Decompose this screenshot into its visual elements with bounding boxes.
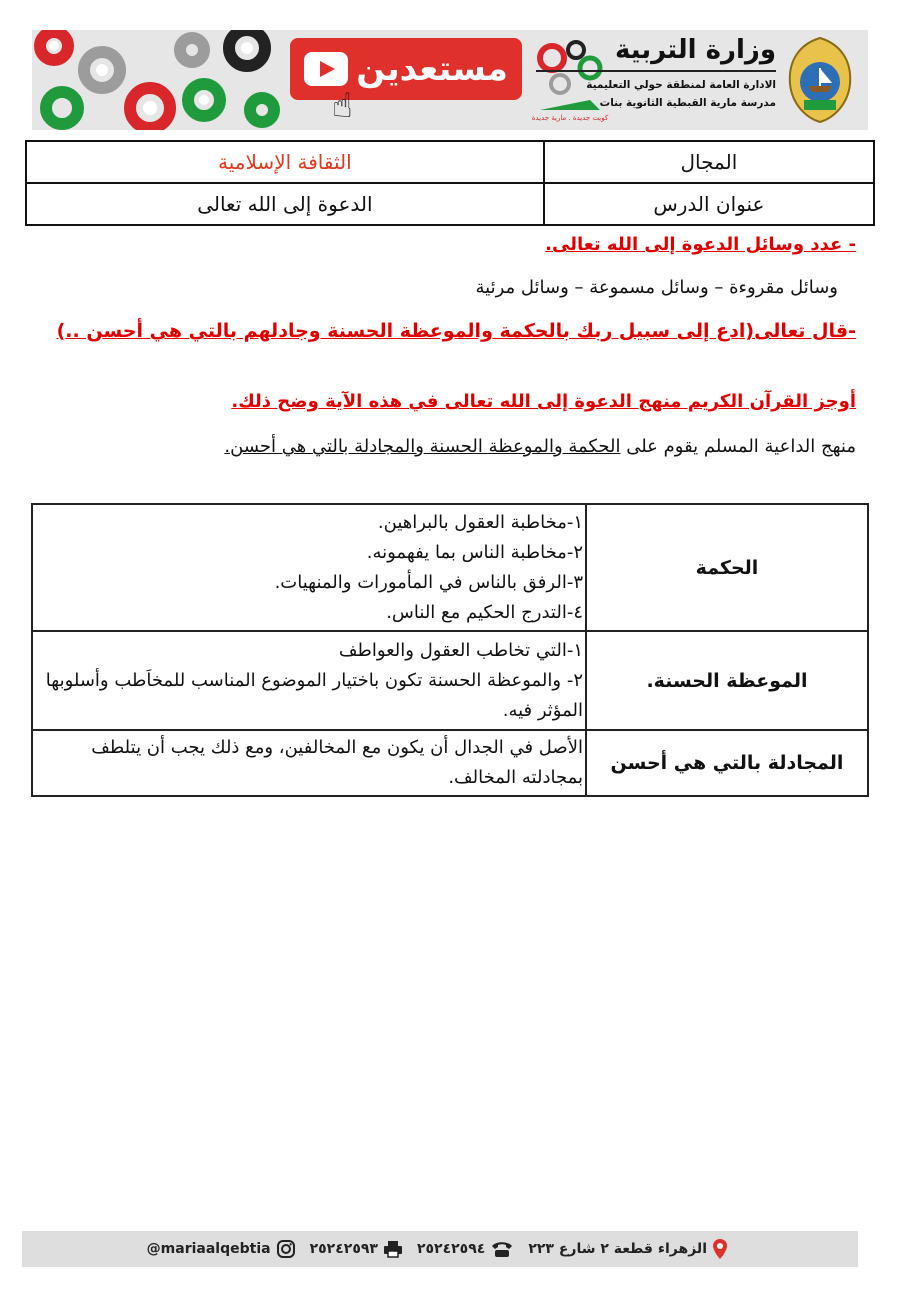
table-row bbox=[32, 504, 868, 631]
mostaedeen-logo: مستعدين bbox=[290, 38, 522, 100]
method-title: المجادلة بالتي هي أحسن bbox=[586, 730, 868, 796]
ministry-heading: وزارة التربية الادارة العامة لمنطقة حولي التعليمية مدرسة مارية القبطية الثانوية بنات bbox=[536, 32, 776, 112]
method-details: ١-التي تخاطب العقول والعواطف ٢- والموعظة الحسنة تكون باختيار الموضوع المناسب للمخاَطب وأسلوبها المؤثر فيه. bbox=[32, 631, 586, 730]
question-1: - عدد وسائل الدعوة إلى الله تعالى. bbox=[545, 234, 856, 255]
footer-bar bbox=[22, 1231, 858, 1267]
svg-text:كويت جديدة . مارية جديدة: كويت جديدة . مارية جديدة bbox=[531, 114, 609, 122]
instagram-icon bbox=[276, 1239, 296, 1259]
method-details: ١-مخاطبة العقول بالبراهين. ٢-مخاطبة الناس بما يفهمونه. ٣-الرفق بالناس في المأمورات والمنهيات. ٤-التدرج الحكيم مع الناس. bbox=[32, 504, 586, 631]
question-2-verse: -قال تعالى(ادع إلى سبيل ربك بالحكمة والموعظة الحسنة وجادلهم بالتي هي أحسن ..) bbox=[56, 320, 856, 342]
fax-icon bbox=[383, 1240, 403, 1258]
address: الزهراء قطعة ٢ شارع ٢٢٣ bbox=[528, 1238, 728, 1260]
method-title: الحكمة bbox=[586, 504, 868, 631]
kuwait-emblem bbox=[784, 34, 856, 126]
question-3: أوجز القرآن الكريم منهج الدعوة إلى الله تعالى في هذه الآية وضح ذلك. bbox=[231, 391, 856, 412]
lesson-title-value: الدعوة إلى الله تعالى bbox=[26, 183, 544, 225]
dawah-methods-table bbox=[31, 503, 869, 797]
instagram-contact: @mariaalqebtia bbox=[147, 1239, 296, 1259]
lesson-title-label: عنوان الدرس bbox=[544, 183, 874, 225]
method-details: الأصل في الجدال أن يكون مع المخالفين، ومع ذلك يجب أن يتلطف بمجادلته المخالف. bbox=[32, 730, 586, 796]
header-banner bbox=[32, 30, 868, 130]
answer-1: وسائل مقروءة – وسائل مسموعة – وسائل مرئية bbox=[475, 277, 838, 298]
phone-contact: ٢٥٢٤٢٥٩٤ bbox=[417, 1240, 514, 1258]
phone-icon bbox=[490, 1240, 514, 1258]
fax-contact: ٢٥٢٤٢٥٩٣ bbox=[310, 1240, 403, 1258]
field-label: المجال bbox=[544, 141, 874, 183]
field-value: الثقافة الإسلامية bbox=[26, 141, 544, 183]
table-row bbox=[32, 631, 868, 730]
lesson-info-table bbox=[25, 140, 875, 226]
answer-3: منهج الداعية المسلم يقوم على الحكمة والموعظة الحسنة والمجادلة بالتي هي أحسن. bbox=[224, 436, 856, 457]
location-pin-icon bbox=[712, 1238, 728, 1260]
gears-illustration bbox=[32, 30, 282, 130]
method-title: الموعظة الحسنة. bbox=[586, 631, 868, 730]
table-row bbox=[32, 730, 868, 796]
pointer-hand-icon: ☝ bbox=[332, 86, 353, 126]
play-icon bbox=[304, 52, 348, 86]
